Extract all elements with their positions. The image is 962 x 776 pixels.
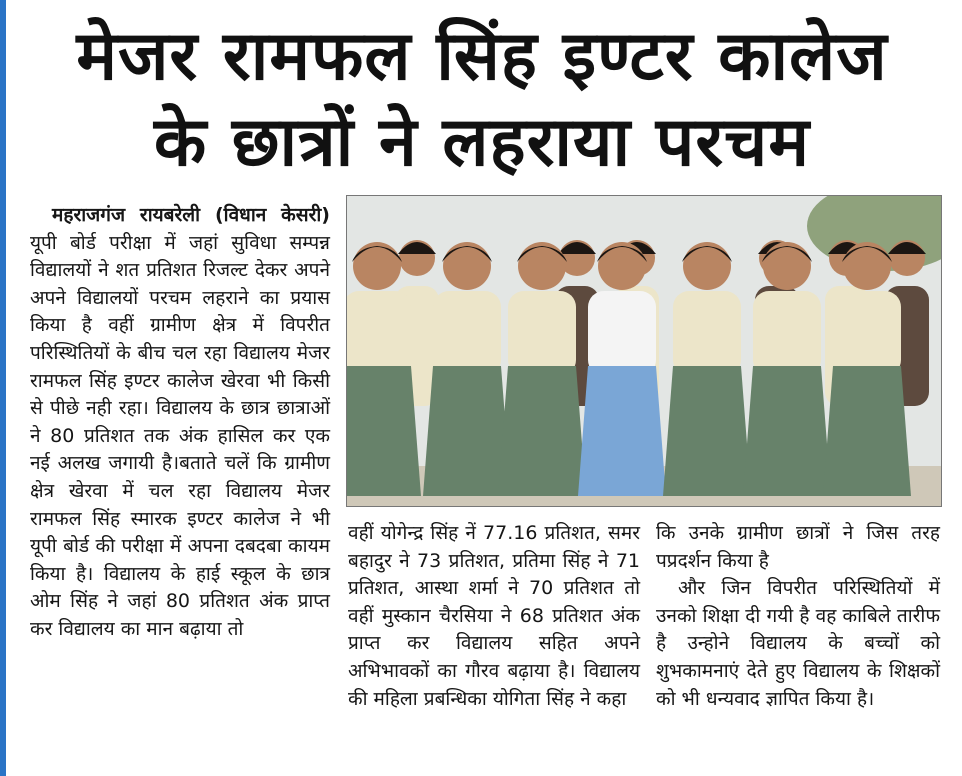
student-front-face (763, 242, 811, 290)
student-front-skirt (423, 366, 511, 496)
student-front-face (353, 242, 401, 290)
student-front-face (518, 242, 566, 290)
left-accent-rule (0, 0, 6, 776)
column-1-text: यूपी बोर्ड परीक्षा में जहां सुविधा सम्पन्न विद्यालयों ने शत प्रतिशत रिजल्ट देकर अपने अपने विद्यालयों परचम लहराने का प्रयास किया है वहीं ग्रामीण क्षेत्र में विपरीत परिस्थितियों के बीच चल रहा विद्यालय मेजर रामफल सिंह इण्टर कालेज खेरवा भी किसी से पीछे नही रहा। विद्यालय के छात्र छात्राओं ने 80 प्रतिशत तक अंक हासिल कर एक नई अलख जगायी है।बताते चलें कि ग्रामीण क्षेत्र खेरवा में चल रहा विद्यालय मेजर रामफल सिंह स्मारक इण्टर कालेज ने भी यूपी बोर्ड की परीक्षा में अपना दबदबा कायम किया है। विद्यालय के हाई स्कूल के छात्र ओम सिंह ने जहां 80 प्रतिशत अंक प्राप्त कर विद्यालय का मान बढ़ाया तो (30, 231, 330, 640)
student-front-face (598, 242, 646, 290)
student-front-shirt (508, 291, 576, 376)
student-front-face (443, 242, 491, 290)
students-photo (346, 195, 942, 507)
student-front-skirt (823, 366, 911, 496)
article-column-1 (30, 202, 330, 644)
student-front-skirt (663, 366, 751, 496)
student-front-face (843, 242, 891, 290)
student-front-face (683, 242, 731, 290)
column-2-text: वहीं योगेन्द्र सिंह नें 77.16 प्रतिशत, समर बहादुर ने 73 प्रतिशत, प्रतिमा सिंह ने 71 प्रतिशत, आस्था शर्मा ने 70 प्रतिशत तो वहीं मुस्कान चैरसिया ने 68 प्रतिशत अंक प्राप्त कर विद्यालय सहित अपने अभिभावकों का गौरव बढ़ाया है। विद्यालय की महिला प्रबन्धिका योगिता सिंह ने कहा (348, 522, 640, 710)
dateline: महराजगंज रायबरेली (विधान केसरी) (52, 204, 330, 226)
student-front-skirt (498, 366, 586, 496)
student-front-shirt (588, 291, 656, 376)
student-front-shirt (673, 291, 741, 376)
headline-line-2: के छात्रों ने लहराया परचम (153, 103, 811, 182)
student-front-shirt (753, 291, 821, 376)
article-column-2 (348, 520, 640, 713)
student-front-shirt (433, 291, 501, 376)
students-photo-illustration (347, 196, 941, 506)
student-front-skirt (578, 366, 666, 496)
column-3-paragraph-1: कि उनके ग्रामीण छात्रों ने जिस तरह पप्रदर्शन किया है (656, 522, 940, 572)
student-front-skirt (743, 366, 831, 496)
student-front-shirt (833, 291, 901, 376)
student-front-skirt (347, 366, 421, 496)
article-headline (14, 14, 950, 186)
headline-line-1: मेजर रामफल सिंह इण्टर कालेज (76, 17, 888, 96)
student-front-shirt (347, 291, 411, 376)
article-column-3 (656, 520, 940, 713)
column-3-paragraph-2: और जिन विपरीत परिस्थितियों में उनको शिक्षा दी गयी है वह काबिले तारीफ है उन्होने विद्यालय के बच्चों को शुभकामनाएं देते हुए विद्यालय के शिक्षकों को भी धन्यवाद ज्ञापित किया है। (656, 577, 940, 710)
